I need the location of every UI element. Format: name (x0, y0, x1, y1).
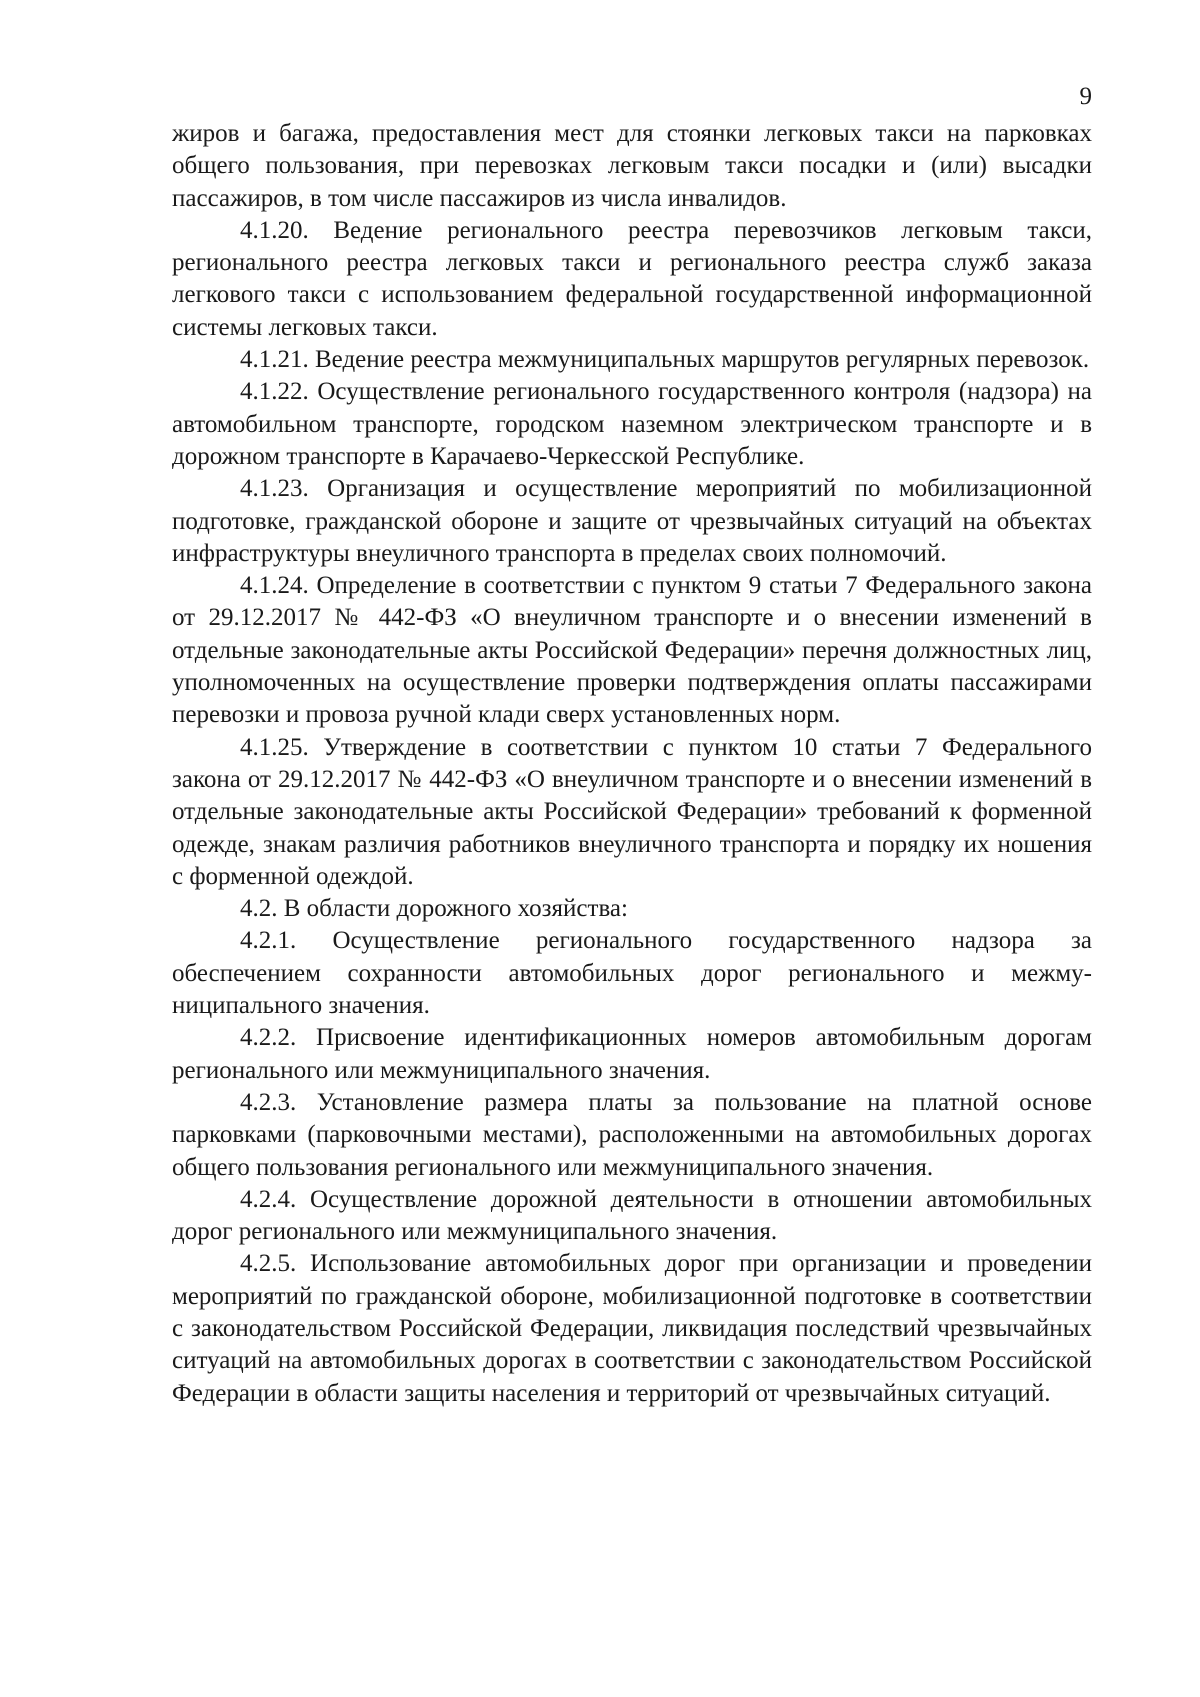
paragraph-4-2-1: 4.2.1. Осуществление регионального государственного надзора за обеспечением сохранности автомобильных дорог регионального и межмуниципального значения. (172, 927, 1092, 1020)
paragraph-4-1-25: 4.1.25. Утверждение в соответствии с пунктом 10 статьи 7 Федерального закона от 29.12.2017 № 442-ФЗ «О внеуличном транспорте и о внесении изменений в отдельные законодательные акты Российской Федерации» требований к форменной одежде, знакам различия работников внеуличного транспорта и порядку их ношения с форменной одеждой. (172, 733, 1092, 890)
page-number: 9 (1079, 83, 1092, 110)
paragraph-4-2-3: 4.2.3. Установление размера платы за пользование на платной основе парковками (парковочными местами), расположенными на автомобильных дорогах общего пользования регионального или межмуниципального значения. (172, 1088, 1092, 1181)
paragraph-4-2-2: 4.2.2. Присвоение идентификационных номеров автомобильным дорогам регионального или межмуниципального значения. (172, 1024, 1092, 1084)
paragraph-4-1-20: 4.1.20. Ведение регионального реестра перевозчиков легковым такси, регионального реестра легковых такси и регионального реестра служб заказа легкового такси с использованием федеральной государственной информационной системы легковых такси. (172, 216, 1092, 341)
paragraph-4-1-24: 4.1.24. Определение в соответствии с пунктом 9 статьи 7 Федерального закона от 29.12.2017 № 442-ФЗ «О внеуличном транспорте и о внесении изменений в отдельные законодательные акты Российской Федерации» перечня должностных лиц, уполномоченных на осуществление проверки подтверждения оплаты пассажирами перевозки и провоза ручной клади сверх установленных норм. (172, 572, 1092, 729)
paragraph-4-1-23: 4.1.23. Организация и осуществление мероприятий по мобилизационной подготовке, гражданской обороне и защите от чрезвычайных ситуаций на объектах инфраструктуры внеуличного транспорта в пределах своих полномочий. (172, 475, 1092, 567)
paragraph-4-2-4: 4.2.4. Осуществление дорожной деятельности в отношении автомобильных дорог регионального или межмуниципального значения. (172, 1185, 1092, 1246)
paragraph-4-1-21: 4.1.21. Ведение реестра межмуниципальных маршрутов регулярных перевозок. (240, 346, 1090, 374)
paragraph-4-1-22: 4.1.22. Осуществление регионального государственного контроля (надзора) на автомобильном транспорте, городском наземном электрическом транспорте и в дорожном транспорте в Карачаево-Черкесской Республике. (172, 378, 1092, 470)
section-heading-4-2: 4.2. В области дорожного хозяйства: (240, 895, 628, 923)
document-body (172, 118, 1092, 1410)
paragraph-4-2-5: 4.2.5. Использование автомобильных дорог при организации и проведении мероприятий по гражданской обороне, мобилизационной подготовке в соответствии с законодательством Российской Федерации, ликвидация последствий чрезвычайных ситуаций на автомобильных дорогах в соответствии с законодательством Российской Федерации в области защиты населения и территорий от чрезвычайных ситуаций. (172, 1250, 1092, 1407)
paragraph-continuation: жиров и багажа, предоставления мест для стоянки легковых такси на парковках общего пользования, при перевозках легковым такси посадки и (или) высадки пассажиров, в том числе пассажиров из числа инвалидов. (172, 120, 1092, 212)
